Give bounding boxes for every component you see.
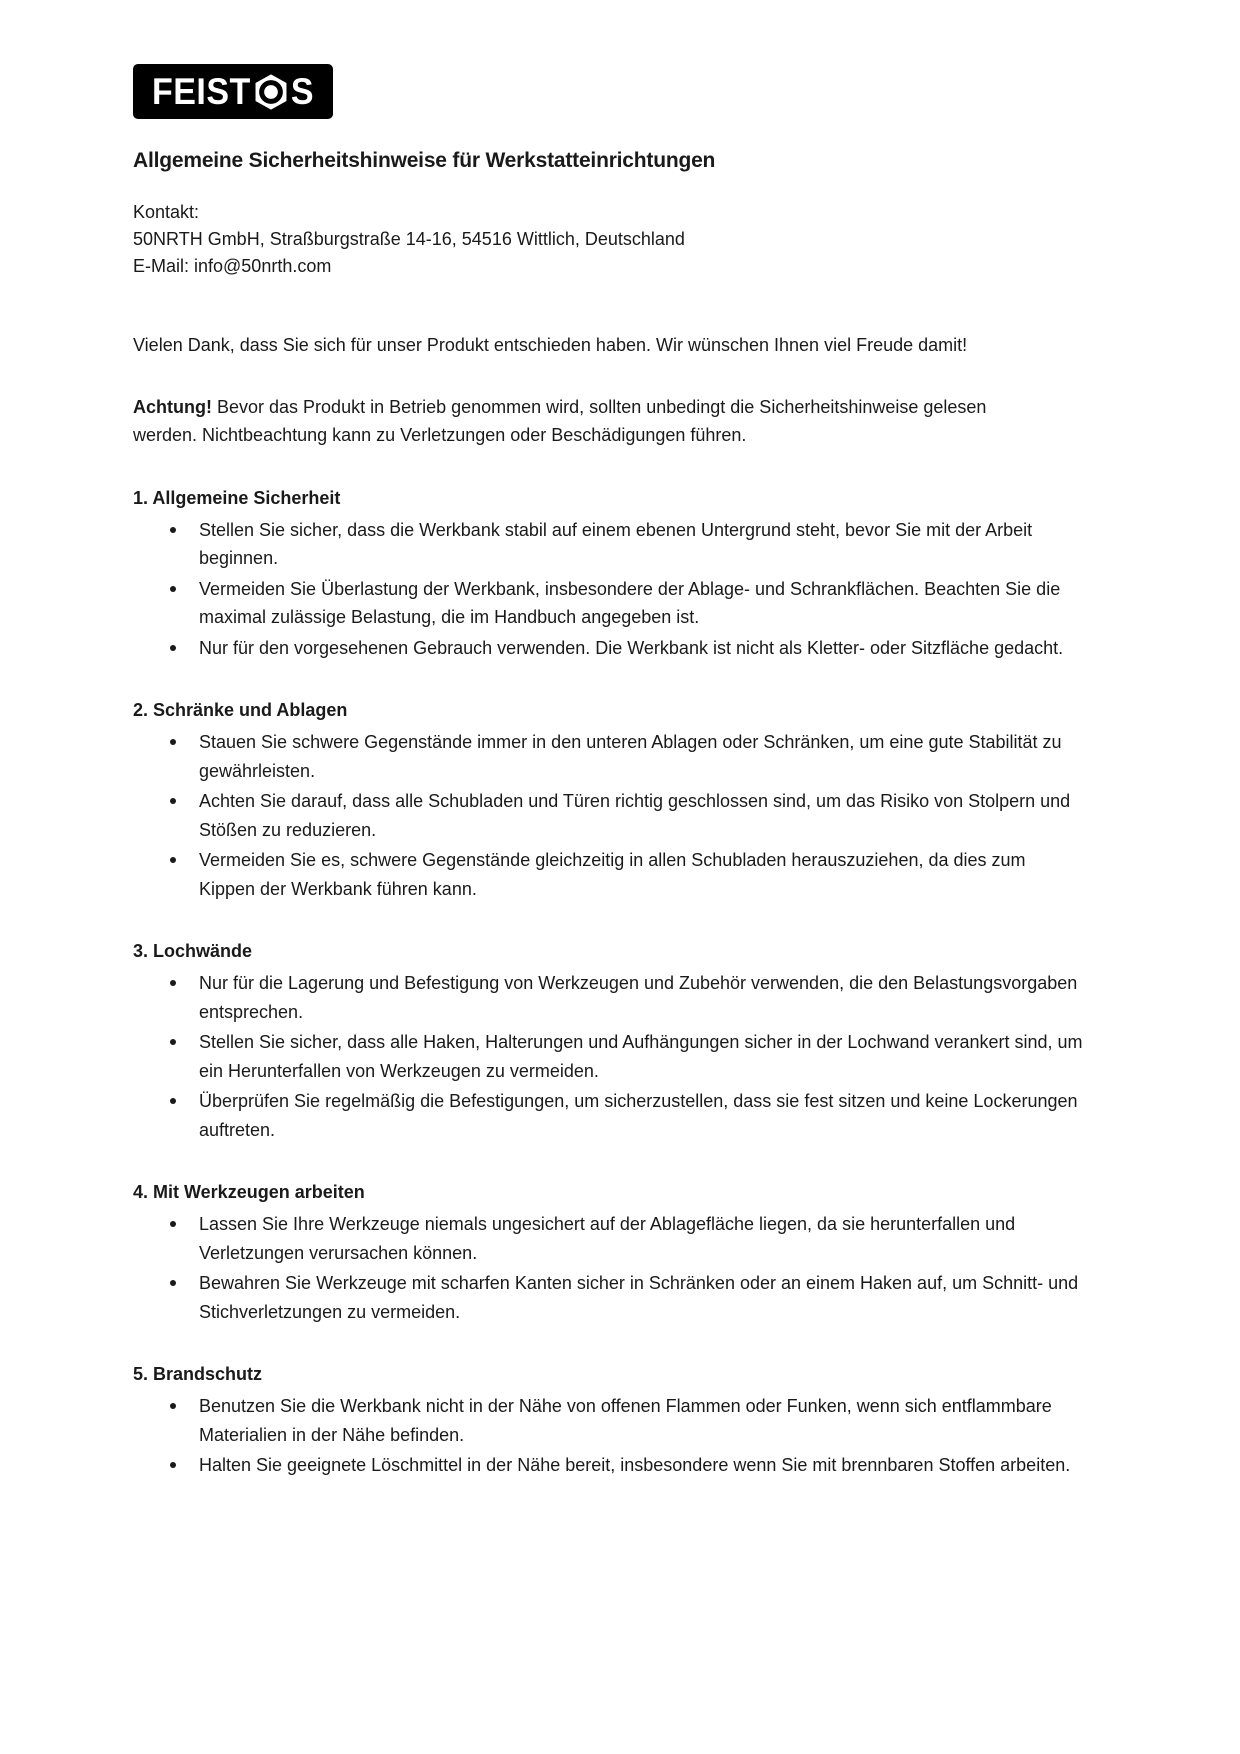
section-bullet-list [133,1210,1083,1326]
section-heading: 2. Schränke und Ablagen [133,700,348,720]
bullet-item: Stellen Sie sicher, dass alle Haken, Halterungen und Aufhängungen sicher in der Lochwand verankert sind, um ein Herunterfallen von Werkzeugen zu vermeiden. [199,1028,1083,1085]
bullet-item: Vermeiden Sie es, schwere Gegenstände gleichzeitig in allen Schubladen herauszuziehen, da dies zum Kippen der Werkbank führen kann. [199,846,1083,903]
bullet-item: Überprüfen Sie regelmäßig die Befestigungen, um sicherzustellen, dass sie fest sitzen und keine Lockerungen auftreten. [199,1087,1083,1144]
section-heading: 4. Mit Werkzeugen arbeiten [133,1182,365,1202]
sections [133,484,1083,1480]
safety-section [133,484,1083,663]
bullet-item: Lassen Sie Ihre Werkzeuge niemals ungesichert auf der Ablagefläche liegen, da sie herunterfallen und Verletzungen verursachen können. [199,1210,1083,1267]
warning-paragraph [133,393,988,450]
contact-block [133,199,1083,280]
contact-label: Kontakt: [133,202,200,222]
section-heading: 3. Lochwände [133,941,253,961]
feistos-logo [133,64,333,119]
bullet-item: Bewahren Sie Werkzeuge mit scharfen Kanten sicher in Schränken oder an einem Haken auf, um Schnitt- und Stichverletzungen zu vermeiden. [199,1269,1083,1326]
logo-text-prefix: FEIST [151,70,251,113]
logo-text-suffix: S [290,70,315,113]
bullet-item: Vermeiden Sie Überlastung der Werkbank, insbesondere der Ablage- und Schrankflächen. Beachten Sie die maximal zulässige Belastung, die im Handbuch angegeben ist. [199,575,1083,632]
safety-section [133,696,1083,903]
bullet-item: Benutzen Sie die Werkbank nicht in der Nähe von offenen Flammen oder Funken, wenn sich entflammbare Materialien in der Nähe befinden. [199,1392,1083,1449]
intro-paragraph: Vielen Dank, dass Sie sich für unser Produkt entschieden haben. Wir wünschen Ihnen viel Freude damit! [133,335,968,355]
warning-text: Bevor das Produkt in Betrieb genommen wird, sollten unbedingt die Sicherheitshinweise gelesen werden. Nichtbeachtung kann zu Verletzungen oder Beschädigungen führen. [133,396,987,445]
bullet-item: Achten Sie darauf, dass alle Schubladen und Türen richtig geschlossen sind, um das Risiko von Stolpern und Stößen zu reduzieren. [199,787,1083,844]
section-heading: 1. Allgemeine Sicherheit [133,487,341,508]
safety-section [133,937,1083,1144]
page-title: Allgemeine Sicherheitshinweise für Werkstatteinrichtungen [133,149,716,172]
bullet-item: Stauen Sie schwere Gegenstände immer in den unteren Ablagen oder Schränken, um eine gute Stabilität zu gewährleisten. [199,728,1083,785]
section-heading: 5. Brandschutz [133,1364,263,1384]
section-bullet-list [133,516,1083,663]
contact-address: 50NRTH GmbH, Straßburgstraße 14-16, 54516 Wittlich, Deutschland [133,229,685,249]
bullet-item: Nur für die Lagerung und Befestigung von Werkzeugen und Zubehör verwenden, die den Belastungsvorgaben entsprechen. [199,969,1083,1026]
hex-nut-icon [253,74,289,110]
safety-section [133,1360,1083,1480]
bullet-item: Halten Sie geeignete Löschmittel in der Nähe bereit, insbesondere wenn Sie mit brennbaren Stoffen arbeiten. [199,1451,1083,1480]
contact-email: E-Mail: info@50nrth.com [133,256,332,276]
safety-section [133,1178,1083,1326]
section-bullet-list [133,969,1083,1144]
warning-label: Achtung! [133,396,212,417]
bullet-item: Nur für den vorgesehenen Gebrauch verwenden. Die Werkbank ist nicht als Kletter- oder Sitzfläche gedacht. [199,634,1083,663]
bullet-item: Stellen Sie sicher, dass die Werkbank stabil auf einem ebenen Untergrund steht, bevor Sie mit der Arbeit beginnen. [199,516,1083,573]
section-bullet-list [133,1392,1083,1480]
section-bullet-list [133,728,1083,903]
